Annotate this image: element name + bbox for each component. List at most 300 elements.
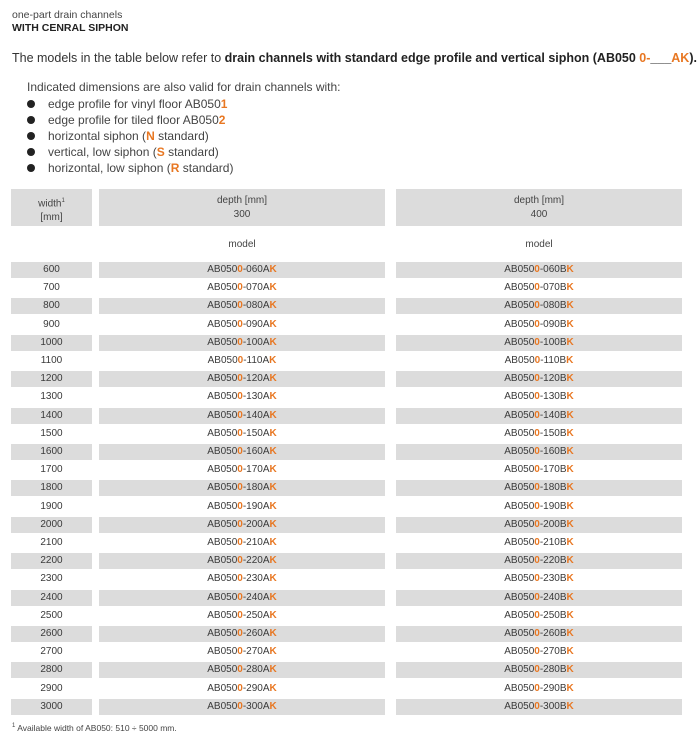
model-suffix-highlight: K xyxy=(269,664,277,676)
variant-code: S xyxy=(156,145,165,159)
model-suffix-highlight: K xyxy=(566,573,574,585)
model-size: -300A xyxy=(242,700,270,712)
model-size: -280A xyxy=(242,664,270,676)
model-size: -210A xyxy=(242,537,270,548)
model-400-cell xyxy=(396,517,682,533)
variant-list xyxy=(24,96,233,176)
model-300-cell xyxy=(99,480,385,496)
variant-text: horizontal siphon ( xyxy=(48,129,147,143)
model-suffix-highlight: K xyxy=(566,555,574,567)
model-400-cell xyxy=(396,699,682,715)
model-suffix-highlight: K xyxy=(566,409,574,421)
model-prefix: AB050 xyxy=(504,373,535,385)
width-cell: 1000 xyxy=(11,335,92,351)
model-size: -250B xyxy=(539,609,567,621)
model-size: -100B xyxy=(539,336,567,348)
model-prefix: AB050 xyxy=(504,300,535,312)
model-code-highlight: 0 xyxy=(534,646,540,658)
variant-code: R xyxy=(170,161,180,175)
model-size: -220A xyxy=(242,555,270,567)
model-size: -130B xyxy=(539,391,567,403)
model-suffix-highlight: K xyxy=(269,628,277,639)
model-suffix-highlight: K xyxy=(566,446,574,457)
model-suffix-highlight: K xyxy=(566,300,574,312)
model-300-cell xyxy=(99,553,385,569)
model-suffix-highlight: K xyxy=(566,464,574,476)
model-prefix: AB050 xyxy=(207,555,238,567)
model-code-highlight: 0 xyxy=(534,300,540,312)
model-size: -150B xyxy=(539,427,567,439)
model-size: -070B xyxy=(539,282,567,294)
width-label: width xyxy=(38,198,62,210)
model-code-highlight: 0 xyxy=(534,391,540,403)
intro-bold: drain channels with standard edge profile and vertical siphon (AB050 xyxy=(224,51,636,65)
model-400-cell xyxy=(396,499,682,515)
model-code-highlight: 0 xyxy=(237,427,243,439)
model-prefix: AB050 xyxy=(504,573,535,585)
model-prefix: AB050 xyxy=(504,427,535,439)
model-size: -080B xyxy=(539,300,567,312)
model-suffix-highlight: K xyxy=(566,373,574,385)
model-code-highlight: 0 xyxy=(237,591,243,603)
model-400-cell xyxy=(396,317,682,333)
model-300-cell xyxy=(99,280,385,296)
model-300-cell xyxy=(99,644,385,660)
model-code-highlight: 0 xyxy=(534,500,540,512)
model-code-highlight: 0 xyxy=(534,537,540,548)
model-suffix-highlight: K xyxy=(566,391,574,403)
model-code-highlight: 0 xyxy=(237,518,243,530)
model-size: -170B xyxy=(539,464,567,476)
model-code-highlight: 0 xyxy=(534,446,540,457)
model-400-cell xyxy=(396,553,682,569)
model-size: -200A xyxy=(242,518,270,530)
model-suffix-highlight: K xyxy=(269,464,277,476)
model-300-cell xyxy=(99,626,385,642)
model-size: -110A xyxy=(243,355,270,366)
model-400-cell xyxy=(396,353,682,369)
model-size: -220B xyxy=(539,555,567,567)
model-size: -240B xyxy=(539,591,567,603)
model-size: -060A xyxy=(242,264,270,275)
model-prefix: AB050 xyxy=(504,646,535,658)
model-suffix-highlight: K xyxy=(269,355,277,366)
model-code-highlight: 0 xyxy=(237,646,243,658)
model-size: -230B xyxy=(539,573,567,585)
model-prefix: AB050 xyxy=(504,409,535,421)
model-code-highlight: 0 xyxy=(237,282,243,294)
variant-suffix: standard) xyxy=(179,161,234,175)
model-prefix: AB050 xyxy=(207,700,238,712)
model-suffix-highlight: K xyxy=(566,264,574,275)
model-code-highlight: 0 xyxy=(237,409,243,421)
model-code-highlight: 0 xyxy=(534,318,540,330)
variant-text: horizontal, low siphon ( xyxy=(48,161,171,175)
variant-item xyxy=(24,96,233,112)
width-cell: 1700 xyxy=(40,464,63,476)
intro-code-highlight-2: AK xyxy=(671,51,690,65)
model-size: -090A xyxy=(242,318,270,330)
width-cell: 800 xyxy=(11,298,92,314)
model-prefix: AB050 xyxy=(504,537,535,548)
model-suffix-highlight: K xyxy=(566,646,574,658)
model-prefix: AB050 xyxy=(504,336,535,348)
model-size: -270B xyxy=(539,646,567,658)
model-prefix: AB050 xyxy=(207,664,238,676)
model-400-cell xyxy=(396,662,682,678)
model-code-highlight: 0 xyxy=(237,500,243,512)
model-suffix-highlight: K xyxy=(269,409,277,421)
model-prefix: AB050 xyxy=(504,700,535,712)
depth-400-header xyxy=(396,189,682,226)
width-cell: 600 xyxy=(11,262,92,278)
model-prefix: AB050 xyxy=(504,682,535,694)
model-prefix: AB050 xyxy=(207,264,238,275)
width-cell: 700 xyxy=(43,282,60,294)
model-suffix-highlight: K xyxy=(566,628,574,639)
model-size: -120A xyxy=(242,373,270,385)
model-300-cell xyxy=(99,535,385,551)
width-footnote-mark: 1 xyxy=(61,198,65,204)
model-size: -210B xyxy=(539,537,567,548)
indicated-text: Indicated dimensions are also valid for drain channels with: xyxy=(27,80,341,94)
bullet-icon xyxy=(27,148,35,156)
width-cell: 1300 xyxy=(40,391,63,403)
model-suffix-highlight: K xyxy=(269,591,277,603)
model-400-cell xyxy=(396,389,682,405)
model-code-highlight: 0 xyxy=(237,336,243,348)
model-400-cell xyxy=(396,480,682,496)
intro-suffix: ). xyxy=(689,51,697,65)
model-code-highlight: 0 xyxy=(534,373,540,385)
model-size: -140A xyxy=(242,409,270,421)
variant-code: N xyxy=(146,129,155,143)
model-code-highlight: 0 xyxy=(237,300,243,312)
variant-suffix: standard) xyxy=(154,129,209,143)
model-size: -250A xyxy=(242,609,270,621)
model-size: -070A xyxy=(242,282,270,294)
width-cell: 2600 xyxy=(11,626,92,642)
variant-suffix: standard) xyxy=(164,145,219,159)
model-400-cell xyxy=(396,280,682,296)
model-prefix: AB050 xyxy=(504,282,535,294)
model-suffix-highlight: K xyxy=(269,555,277,567)
depth-400-value: 400 xyxy=(530,209,548,220)
width-cell: 1100 xyxy=(40,355,63,366)
intro-prefix: The models in the table below refer to xyxy=(12,51,225,65)
model-code-highlight: 0 xyxy=(237,682,243,694)
model-400-cell xyxy=(396,608,682,624)
intro-text xyxy=(12,51,697,65)
model-suffix-highlight: K xyxy=(269,300,277,312)
model-400-cell xyxy=(396,571,682,587)
model-code-highlight: 0 xyxy=(534,336,540,348)
model-400-cell xyxy=(396,426,682,442)
model-400-cell xyxy=(396,371,682,387)
model-suffix-highlight: K xyxy=(566,537,574,548)
model-prefix: AB050 xyxy=(504,391,535,403)
model-prefix: AB050 xyxy=(207,391,238,403)
variant-text: vertical, low siphon ( xyxy=(48,145,157,159)
width-cell: 2400 xyxy=(11,590,92,606)
model-suffix-highlight: K xyxy=(269,518,277,530)
model-code-highlight: 0 xyxy=(237,555,243,567)
model-code-highlight: 0 xyxy=(534,682,540,694)
model-300-cell xyxy=(99,499,385,515)
model-size: -240A xyxy=(242,591,270,603)
model-suffix-highlight: K xyxy=(566,427,574,439)
model-suffix-highlight: K xyxy=(566,318,574,330)
model-suffix-highlight: K xyxy=(269,446,277,457)
model-prefix: AB050 xyxy=(207,628,238,639)
model-prefix: AB050 xyxy=(504,464,535,476)
model-suffix-highlight: K xyxy=(566,282,574,294)
model-prefix: AB050 xyxy=(207,318,238,330)
model-size: -160A xyxy=(242,446,270,457)
model-header-300: model xyxy=(228,239,256,250)
width-cell: 2100 xyxy=(40,537,63,548)
model-300-cell xyxy=(99,353,385,369)
width-cell: 1500 xyxy=(40,427,63,439)
model-prefix: AB050 xyxy=(504,355,535,366)
width-cell: 2700 xyxy=(40,646,63,658)
width-cell: 1800 xyxy=(11,480,92,496)
intro-code-highlight-1: 0- xyxy=(635,51,651,65)
model-300-cell xyxy=(99,590,385,606)
model-prefix: AB050 xyxy=(504,591,535,603)
model-code-highlight: 0 xyxy=(534,591,540,603)
model-suffix-highlight: K xyxy=(269,682,277,694)
model-size: -060B xyxy=(539,264,567,275)
model-code-highlight: 0 xyxy=(534,700,540,712)
model-code-highlight: 0 xyxy=(534,609,540,621)
depth-400-label: depth [mm] xyxy=(513,195,565,206)
footnote-text: Available width of AB050: 510 ÷ 5000 mm. xyxy=(15,723,177,733)
bullet-icon xyxy=(27,164,35,172)
width-unit: [mm] xyxy=(40,212,63,224)
section-title: WITH CENRAL SIPHON xyxy=(12,22,129,34)
model-suffix-highlight: K xyxy=(566,518,574,530)
model-prefix: AB050 xyxy=(504,555,535,567)
model-300-cell xyxy=(99,298,385,314)
model-prefix: AB050 xyxy=(207,464,238,476)
model-300-cell xyxy=(99,335,385,351)
footnote-mark: 1 xyxy=(12,723,16,730)
section-subtitle: one-part drain channels xyxy=(12,9,123,21)
model-size: -150A xyxy=(242,427,270,439)
model-prefix: AB050 xyxy=(207,409,238,421)
model-prefix: AB050 xyxy=(207,282,238,294)
model-code-highlight: 0 xyxy=(534,282,540,294)
model-size: -290B xyxy=(539,682,567,694)
width-cell: 1200 xyxy=(11,371,92,387)
model-400-cell xyxy=(396,681,682,697)
model-size: -080A xyxy=(242,300,270,312)
variant-text: edge profile for vinyl floor AB050 xyxy=(48,97,221,111)
variant-item xyxy=(24,160,233,176)
model-300-cell xyxy=(99,426,385,442)
model-code-highlight: 0 xyxy=(534,628,540,639)
model-300-cell xyxy=(99,699,385,715)
depth-300-value: 300 xyxy=(233,209,251,220)
model-prefix: AB050 xyxy=(207,518,238,530)
model-size: -120B xyxy=(539,373,567,385)
model-prefix: AB050 xyxy=(207,537,238,548)
model-code-highlight: 0 xyxy=(534,355,541,366)
model-400-cell xyxy=(396,644,682,660)
width-cell: 2800 xyxy=(11,662,92,678)
bullet-icon xyxy=(27,100,35,108)
model-400-cell xyxy=(396,298,682,314)
bullet-icon xyxy=(27,132,35,140)
model-suffix-highlight: K xyxy=(269,318,277,330)
model-suffix-highlight: K xyxy=(269,700,277,712)
model-suffix-highlight: K xyxy=(269,500,277,512)
model-prefix: AB050 xyxy=(207,609,238,621)
model-suffix-highlight: K xyxy=(269,373,277,385)
model-size: -190A xyxy=(242,500,270,512)
model-prefix: AB050 xyxy=(207,500,238,512)
width-cell: 1900 xyxy=(40,500,63,512)
variant-code: 1 xyxy=(220,97,228,111)
model-size: -110B xyxy=(540,355,567,366)
model-code-highlight: 0 xyxy=(237,664,243,676)
model-suffix-highlight: K xyxy=(566,482,574,494)
model-suffix-highlight: K xyxy=(269,427,277,439)
model-size: -180A xyxy=(242,482,270,494)
model-300-cell xyxy=(99,408,385,424)
model-code-highlight: 0 xyxy=(237,609,243,621)
model-300-cell xyxy=(99,681,385,697)
model-size: -280B xyxy=(539,664,567,676)
model-prefix: AB050 xyxy=(207,300,238,312)
model-code-highlight: 0 xyxy=(534,518,540,530)
model-size: -260B xyxy=(539,628,567,639)
model-suffix-highlight: K xyxy=(269,646,277,658)
model-code-highlight: 0 xyxy=(534,464,540,476)
model-prefix: AB050 xyxy=(207,573,238,585)
model-code-highlight: 0 xyxy=(237,464,243,476)
model-suffix-highlight: K xyxy=(566,700,574,712)
model-prefix: AB050 xyxy=(504,518,535,530)
model-size: -300B xyxy=(539,700,567,712)
width-cell: 2500 xyxy=(40,609,63,621)
model-prefix: AB050 xyxy=(207,682,238,694)
bullet-icon xyxy=(27,116,35,124)
model-prefix: AB050 xyxy=(207,446,238,457)
model-400-cell xyxy=(396,335,682,351)
model-suffix-highlight: K xyxy=(566,336,574,348)
model-prefix: AB050 xyxy=(207,591,238,603)
model-suffix-highlight: K xyxy=(566,500,574,512)
model-code-highlight: 0 xyxy=(534,427,540,439)
width-cell: 2200 xyxy=(11,553,92,569)
model-suffix-highlight: K xyxy=(269,537,277,548)
model-size: -270A xyxy=(242,646,270,658)
model-prefix: AB050 xyxy=(504,482,535,494)
model-prefix: AB050 xyxy=(504,628,535,639)
model-code-highlight: 0 xyxy=(534,482,540,494)
model-code-highlight: 0 xyxy=(534,664,540,676)
width-cell: 3000 xyxy=(11,699,92,715)
model-size: -130A xyxy=(242,391,270,403)
model-code-highlight: 0 xyxy=(534,555,540,567)
model-prefix: AB050 xyxy=(504,318,535,330)
model-300-cell xyxy=(99,608,385,624)
model-300-cell xyxy=(99,662,385,678)
model-suffix-highlight: K xyxy=(566,591,574,603)
model-code-highlight: 0 xyxy=(534,264,540,275)
width-cell: 1400 xyxy=(11,408,92,424)
intro-code-blank: ___ xyxy=(650,51,672,65)
model-400-cell xyxy=(396,408,682,424)
model-code-highlight: 0 xyxy=(237,446,243,457)
model-code-highlight: 0 xyxy=(237,264,243,275)
model-prefix: AB050 xyxy=(207,336,238,348)
model-prefix: AB050 xyxy=(207,646,238,658)
width-cell: 2300 xyxy=(40,573,63,585)
model-300-cell xyxy=(99,517,385,533)
model-suffix-highlight: K xyxy=(269,482,277,494)
model-code-highlight: 0 xyxy=(237,537,243,548)
model-code-highlight: 0 xyxy=(237,700,243,712)
model-code-highlight: 0 xyxy=(534,573,540,585)
model-size: -140B xyxy=(539,409,567,421)
model-400-cell xyxy=(396,262,682,278)
model-size: -230A xyxy=(242,573,270,585)
model-suffix-highlight: K xyxy=(269,336,277,348)
footnote xyxy=(12,723,177,733)
model-300-cell xyxy=(99,389,385,405)
model-400-cell xyxy=(396,626,682,642)
model-code-highlight: 0 xyxy=(237,573,243,585)
model-size: -170A xyxy=(242,464,270,476)
variant-text: edge profile for tiled floor AB050 xyxy=(48,113,219,127)
model-suffix-highlight: K xyxy=(566,609,574,621)
width-header xyxy=(11,189,92,226)
model-code-highlight: 0 xyxy=(237,318,243,330)
model-code-highlight: 0 xyxy=(237,373,243,385)
model-code-highlight: 0 xyxy=(534,409,540,421)
model-size: -160B xyxy=(539,446,567,457)
width-cell: 2900 xyxy=(40,682,63,694)
model-300-cell xyxy=(99,317,385,333)
model-prefix: AB050 xyxy=(207,373,238,385)
model-code-highlight: 0 xyxy=(237,482,243,494)
model-code-highlight: 0 xyxy=(237,628,243,639)
model-300-cell xyxy=(99,444,385,460)
width-cell: 1600 xyxy=(11,444,92,460)
depth-300-header xyxy=(99,189,385,226)
model-prefix: AB050 xyxy=(207,482,238,494)
variant-item xyxy=(24,144,233,160)
model-size: -180B xyxy=(539,482,567,494)
model-size: -290A xyxy=(242,682,270,694)
model-header-400: model xyxy=(525,239,553,250)
model-suffix-highlight: K xyxy=(269,573,277,585)
model-size: -260A xyxy=(242,628,270,639)
model-size: -200B xyxy=(539,518,567,530)
model-prefix: AB050 xyxy=(207,427,238,439)
model-suffix-highlight: K xyxy=(269,282,277,294)
model-size: -090B xyxy=(539,318,567,330)
model-prefix: AB050 xyxy=(504,500,535,512)
model-prefix: AB050 xyxy=(207,355,238,366)
model-400-cell xyxy=(396,590,682,606)
model-suffix-highlight: K xyxy=(269,264,277,275)
model-suffix-highlight: K xyxy=(566,355,574,366)
model-code-highlight: 0 xyxy=(237,391,243,403)
